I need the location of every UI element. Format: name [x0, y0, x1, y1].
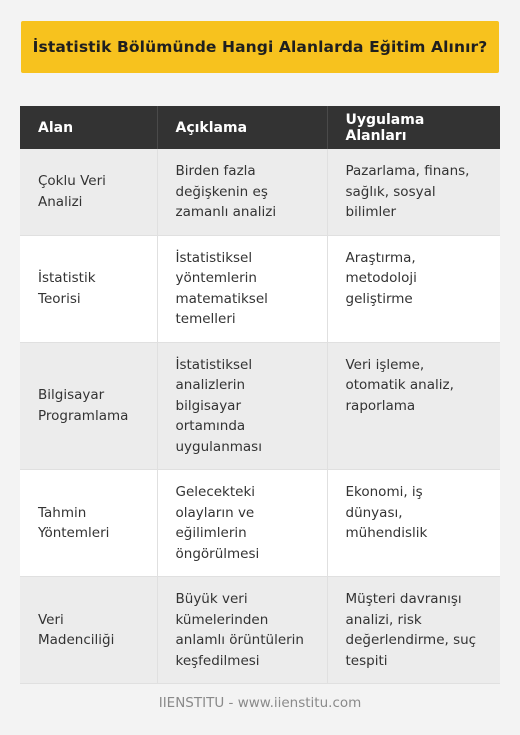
cell-applications: Müşteri davranışı analizi, risk değerlendirme, suç tespiti [327, 577, 500, 684]
table-header-row [20, 106, 500, 149]
table-row [20, 470, 500, 577]
fields-table [20, 106, 500, 684]
column-header-applications: Uygulama Alanları [327, 106, 500, 149]
cell-description: İstatistiksel analizlerin bilgisayar ortamında uygulanması [157, 342, 327, 470]
table-row [20, 342, 500, 470]
cell-applications: Ekonomi, iş dünyası, mühendislik [327, 470, 500, 577]
cell-description: İstatistiksel yöntemlerin matematiksel temelleri [157, 235, 327, 342]
cell-description: Birden fazla değişkenin eş zamanlı analizi [157, 149, 327, 235]
table-row [20, 577, 500, 684]
cell-area: Tahmin Yöntemleri [20, 470, 157, 577]
cell-area: Veri Madenciliği [20, 577, 157, 684]
table-row [20, 235, 500, 342]
table-row [20, 149, 500, 235]
footer-credit: IIENSTITU - www.iienstitu.com [158, 695, 362, 711]
cell-applications: Veri işleme, otomatik analiz, raporlama [327, 342, 500, 470]
cell-description: Büyük veri kümelerinden anlamlı örüntülerin keşfedilmesi [157, 577, 327, 684]
column-header-description: Açıklama [157, 106, 327, 149]
cell-applications: Araştırma, metodoloji geliştirme [327, 235, 500, 342]
page-title: İstatistik Bölümünde Hangi Alanlarda Eğitim Alınır? [21, 21, 499, 73]
cell-description: Gelecekteki olayların ve eğilimlerin öngörülmesi [157, 470, 327, 577]
cell-area: Bilgisayar Programlama [20, 342, 157, 470]
cell-area: İstatistik Teorisi [20, 235, 157, 342]
cell-applications: Pazarlama, finans, sağlık, sosyal bilimler [327, 149, 500, 235]
cell-area: Çoklu Veri Analizi [20, 149, 157, 235]
column-header-area: Alan [20, 106, 157, 149]
